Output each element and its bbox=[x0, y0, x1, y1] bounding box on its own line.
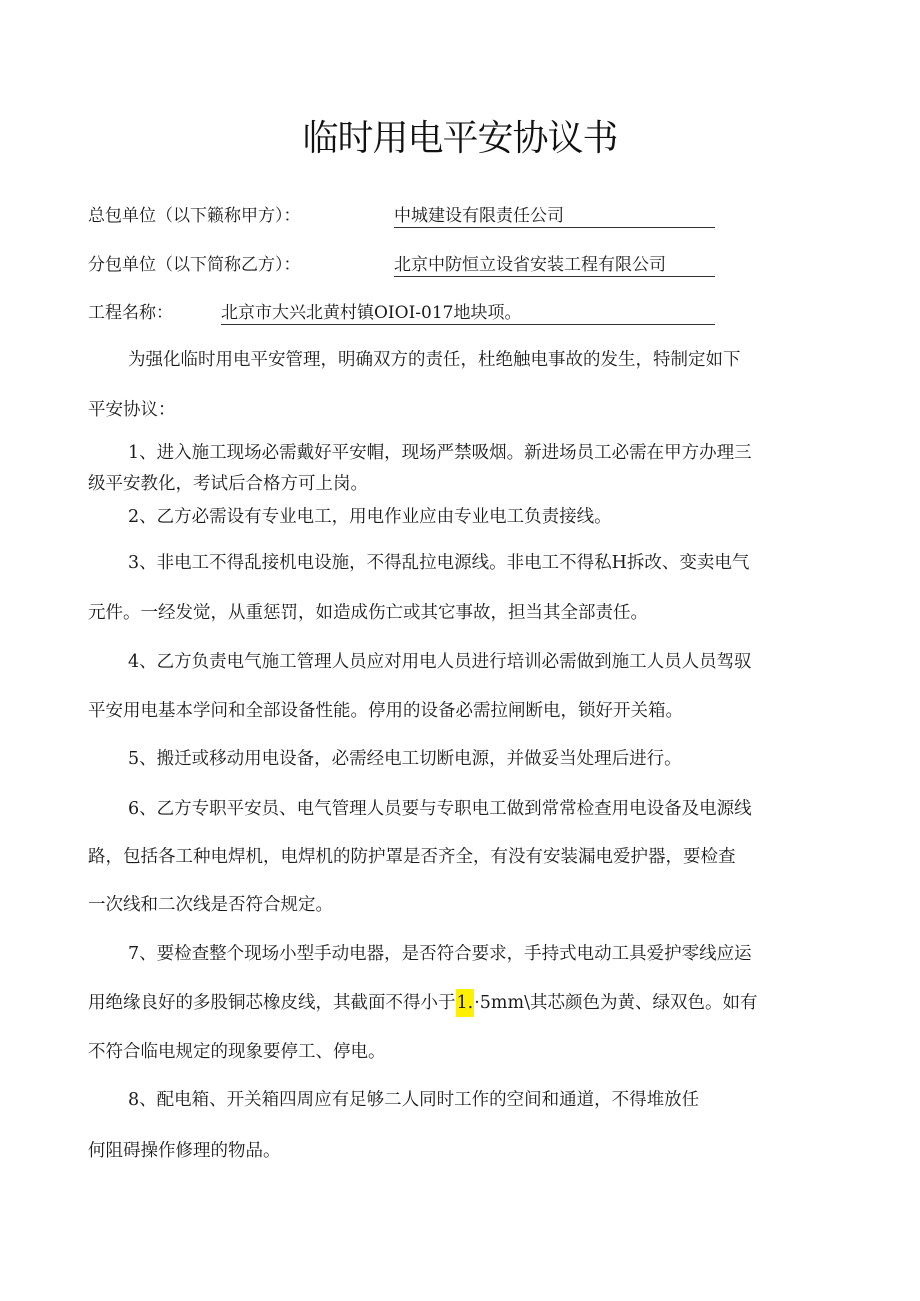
field-value: 北京中防恒立设省安装工程有限公司 bbox=[394, 250, 715, 277]
document-title: 临时用电平安协议书 bbox=[302, 118, 618, 159]
clause-6-line-3: 一次线和二次线是否符合规定。 bbox=[88, 895, 333, 915]
field-label: 总包单位（以下籁称甲方）： bbox=[88, 206, 301, 226]
clause-7-text-before: 用绝缘良好的多股铜芯橡皮线，其截面不得小于 bbox=[88, 993, 456, 1013]
clause-8-line-2: 何阻碍操作修理的物品。 bbox=[88, 1141, 281, 1161]
clause-3-line-2: 元件。一经发觉，从重惩罚，如造成伤亡或其它事故，担当其全部责任。 bbox=[88, 603, 648, 623]
field-subcontractor bbox=[88, 250, 666, 275]
field-label: 工程名称： bbox=[88, 303, 173, 323]
field-value: 北京市大兴北黄村镇OIOI-017地块项。 bbox=[221, 298, 715, 325]
highlighted-text: 1. bbox=[456, 989, 475, 1017]
field-value: 中城建设有限责任公司 bbox=[394, 201, 715, 228]
clause-8-line-1: 8、配电箱、开关箱四周应有足够二人同时工作的空间和通道，不得堆放任 bbox=[128, 1090, 700, 1110]
clause-4-line-2: 平安用电基本学问和全部设备性能。停用的设备必需拉闸断电，锁好开关箱。 bbox=[88, 701, 683, 721]
clause-2-line-1: 2、乙方必需设有专业电工，用电作业应由专业电工负责接线。 bbox=[128, 507, 612, 527]
field-general-contractor bbox=[88, 201, 564, 226]
clause-4-line-1: 4、乙方负责电气施工管理人员应对用电人员进行培训必需做到施工人员人员驾驭 bbox=[128, 652, 752, 672]
clause-1-line-2: 级平安教化，考试后合格方可上岗。 bbox=[88, 474, 368, 494]
field-label: 分包单位（以下简称乙方）： bbox=[88, 255, 301, 275]
clause-3-line-1: 3、非电工不得乱接机电设施，不得乱拉电源线。非电工不得私H拆改、变卖电气 bbox=[128, 553, 750, 573]
clause-7-line-1: 7、要检查整个现场小型手动电器，是否符合要求，手持式电动工具爱护零线应运 bbox=[128, 944, 752, 964]
clause-1-line-1: 1、进入施工现场必需戴好平安帽，现场严禁吸烟。新进场员工必需在甲方办理三 bbox=[128, 443, 752, 463]
intro-line-2: 平安协议： bbox=[88, 400, 176, 420]
clause-7-line-3: 不符合临电规定的现象要停工、停电。 bbox=[88, 1042, 386, 1062]
intro-line-1: 为强化临时用电平安管理，明确双方的责任，杜绝触电事故的发生，特制定如下 bbox=[128, 350, 741, 370]
clause-5-line-1: 5、搬迁或移动用电设备，必需经电工切断电源，并做妥当处理后进行。 bbox=[128, 749, 682, 769]
field-project-name bbox=[88, 298, 522, 323]
clause-7-line-2 bbox=[88, 989, 757, 1014]
clause-6-line-2: 路，包括各工种电焊机，电焊机的防护罩是否齐全，有没有安装漏电爱护器，要检查 bbox=[88, 847, 736, 867]
clause-7-text-after: ·5mm\其芯颜色为黄、绿双色。如有 bbox=[474, 993, 758, 1013]
clause-6-line-1: 6、乙方专职平安员、电气管理人员要与专职电工做到常常检查用电设备及电源线 bbox=[128, 799, 752, 819]
